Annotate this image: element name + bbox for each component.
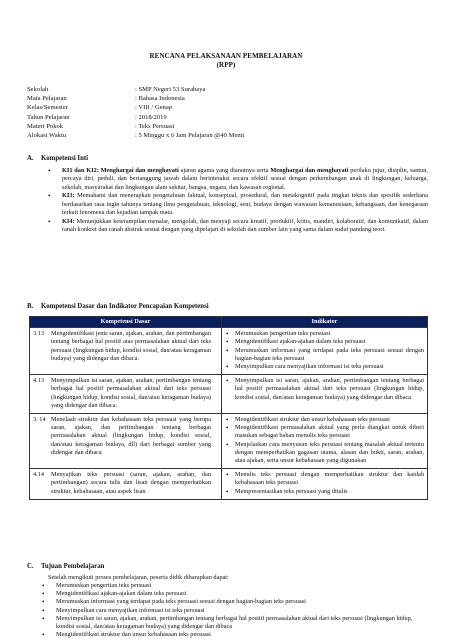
meta-label: Kelas/Semester [27, 104, 69, 112]
kd-number: 4.13 [33, 377, 45, 385]
tp-item: • Mengidentifikasi struktur dan unsur kebahasaan teks persuasi [42, 631, 428, 639]
indicator-cell [222, 328, 428, 375]
section-c-heading [27, 563, 104, 570]
indicator-item: • Menyimpulkan isi saran, ajakan, arahan, pertimbangan tentang berbagai hal positif permasalahan aktual dari teks persuasi (lingkungan hidup, kondisi sosial, dan/atau keragaman budaya) yang didengar dan dibaca [225, 377, 424, 402]
section-a-heading [27, 155, 88, 162]
indicator-item: • Merumuskan pengertian teks persuasi [225, 330, 424, 338]
section-number: B. [27, 303, 34, 310]
meta-label: Mata Pelajaran [27, 95, 67, 103]
section-number: C. [27, 563, 34, 570]
meta-value: : Bahasa Indonesia [135, 95, 185, 103]
tp-item: • Menyimpulkan isi saran, ajakan, arahan, pertimbangan tentang berbagai hal positif permasalahan aktual dari teks persuasi (lingkungan hidup, kondisi sosial, dan/atau keragaman budaya) yang didengar dan dibaca [42, 615, 428, 631]
kd-text: Mengidentifikasi jenis saran, ajakan, arahan, dan pertimbangan tentang berbagai hal positif atas permasalahan aktual dari teks persuasi (lingkungan hidup, kondisi sosial, dan/atau keragaman budaya) yang didengar dan dibaca. [51, 330, 211, 362]
meta-label: Sekolah [27, 86, 49, 93]
kd-text: Menelaah struktur dan kebahasaan teks persuasi yang berupa saran, ajakan, dan pertimbangan tentang berbagai permasalahan aktual (lingkungan hidup, kondisi sosial, dan/atau keragaman budaya, dll) dari berbagai sumber yang didengar dan dibaca [51, 416, 211, 456]
meta-value: : 5 Minggu x 6 Jam Pelajaran @40 Menit [135, 132, 245, 140]
indicator-item: • Merumuskan informasi yang terdapat pada teks persuasi sesuai dengan bagian-bagian teks persuasi [225, 347, 424, 363]
indicator-item: • Mempresentasikan teks persuasi yang ditulis [225, 488, 424, 496]
meta-value: : Teks Persuasi [135, 122, 175, 130]
section-number: A. [27, 155, 34, 162]
section-b-heading [27, 303, 209, 310]
ki-text: Memahami dan menerapkan pengetahuan faktual, konseptual, prosedural, dan metakognitif pada tingkat teknis dan spesifik sederhana berdasarkan rasa ingin tahunya tentang ilmu pengetahuan, teknologi, seni, budaya dengan wawasan kemanusiaan, kebangsaan, dan kenegaraan terkait fenomena dan kejadian tampak mata. [62, 192, 428, 216]
ki-bold: KI3: [62, 192, 75, 200]
meta-value: : SMP Negeri 53 Surabaya [135, 86, 206, 93]
identity-block [27, 85, 244, 140]
kd-cell [30, 414, 222, 469]
meta-label: Alokasi Waktu [27, 132, 67, 140]
kd-text: Menyimpulkan isi saran, ajakan, arahan, pertimbangan tentang berbagai hal positif permasalahan aktual dari teks persuasi (lingkungan hidup, kondisi sosial, dan/atau keragaman budaya) yang didengar dan dibaca. [51, 377, 211, 409]
meta-row [27, 113, 244, 122]
ki-bold: Menghargai dan menghayati [270, 167, 349, 174]
tp-item: • Merumuskan informasi yang terdapat pada teks persuasi sesuai dengan bagian-bagian teks persuasi [42, 598, 428, 606]
meta-row [27, 94, 244, 103]
meta-value: : VIII / Genap [135, 104, 173, 112]
ki-text: Menunjukkan keterampilan menalar, mengolah, dan menyaji secara kreatif, produktif, kritis, mandiri, kolaboratif, dan komunikatif, dalam ranah konkret dan ranah abstrak sesuai dengan yang dipelajari di sekolah dan sumber lain yang sama dalam sudut pandang teori. [62, 217, 428, 234]
ki-bold: KI1 dan KI2: Menghargai dan menghayati [62, 167, 179, 174]
competency-table [29, 316, 428, 500]
tp-list [42, 582, 428, 639]
meta-label: Materi Pokok [27, 122, 64, 130]
table-row [30, 375, 428, 414]
indicator-cell [222, 414, 428, 469]
meta-row [27, 131, 244, 140]
tp-item: • Merumuskan pengertian teks persuasi [42, 582, 428, 590]
kd-cell [30, 375, 222, 414]
tp-item: • Menyimpulkan cara menyajikan informasi isi teks persuasi [42, 607, 428, 615]
indicator-item: • Mengidentifikasi permasalahan aktual yang perlu diangkat untuk diberi masukan sebagai bahan menulis teks persuasi [225, 424, 424, 440]
ki-item [48, 192, 428, 217]
table-row [30, 469, 428, 500]
section-title: Tujuan Pembelajaran [41, 563, 105, 570]
ki-list [48, 167, 428, 235]
meta-row [27, 85, 244, 94]
tp-item: • Mengidentifikasi ajakan-ajakan dalam teks persuasi [42, 590, 428, 598]
meta-value: : 2018/2019 [135, 113, 167, 121]
ki-item [48, 167, 428, 192]
meta-row [27, 122, 244, 131]
kd-cell [30, 328, 222, 375]
header-indikator: Indikator [222, 317, 428, 328]
table-header-row [30, 317, 428, 328]
indicator-cell [222, 375, 428, 414]
document-subtitle: (RPP) [216, 61, 236, 69]
section-title: Kompetensi Dasar dan Indikator Pencapaian Kompetensi [41, 303, 209, 310]
indicator-item: • Menulis teks persuasi dengan memperhatikan struktur dan kaidah kebahasaan teks persuasi [225, 471, 424, 487]
document-title: RENCANA PELAKSANAAN PEMBELAJARAN [149, 52, 303, 60]
tp-intro: Setelah mengikuti proses pembelajaran, peserta didik diharapkan dapat: [48, 574, 229, 581]
indicator-item: • Mengidentifikasi struktur dan unsur kebahasaan teks persuasi [225, 416, 424, 424]
section-title: Kompetensi Inti [41, 155, 89, 162]
table-row [30, 328, 428, 375]
indicator-item: • Menyimpulkan cara menyajikan informasi isi teks persuasi [225, 363, 424, 371]
ki-item [48, 218, 428, 235]
meta-row [27, 103, 244, 112]
kd-number: 4.14 [33, 471, 45, 479]
ki-bold: KI4: [62, 217, 75, 225]
kd-number: 3.13 [33, 330, 45, 338]
ki-text: perilaku jujur, disiplin, santun, percaya diri, peduli, dan bertanggung jawab dalam berinteraksi secara efektif sesuai dengan perkembangan anak di lingkungan, keluarga, sekolah, masyarakat dan lingkungan alam sekitar, bangsa, negara, dan kawasan regional. [62, 167, 428, 191]
ki-text: ajaran agama yang dianutnya serta [178, 167, 271, 174]
indicator-item: • Menjelaskan cara menyusun teks persuasi tentang masalah aktual tertentu dengan memperhatikan gagasan utama, alasan dan bukti, saran, arahan, atau ajakan, serta unsur kebahasaan yang digunakan [225, 441, 424, 466]
kd-text: Menyajikan teks persuasi (saran, ajakan, arahan, dan pertimbangan) secara tulis dan lisan dengan memperhatikan struktur, kebahasaan, atau aspek lisan [51, 471, 211, 495]
indicator-cell [222, 469, 428, 500]
table-row [30, 414, 428, 469]
header-kd: Kompetensi Dasar [30, 317, 222, 328]
indicator-item: • Mengidentifikasi ajakan-ajakan dalam teks persuasi [225, 338, 424, 346]
kd-cell [30, 469, 222, 500]
meta-label: Tahun Pelajaran [27, 113, 70, 121]
kd-number: 3. 14 [33, 416, 46, 424]
